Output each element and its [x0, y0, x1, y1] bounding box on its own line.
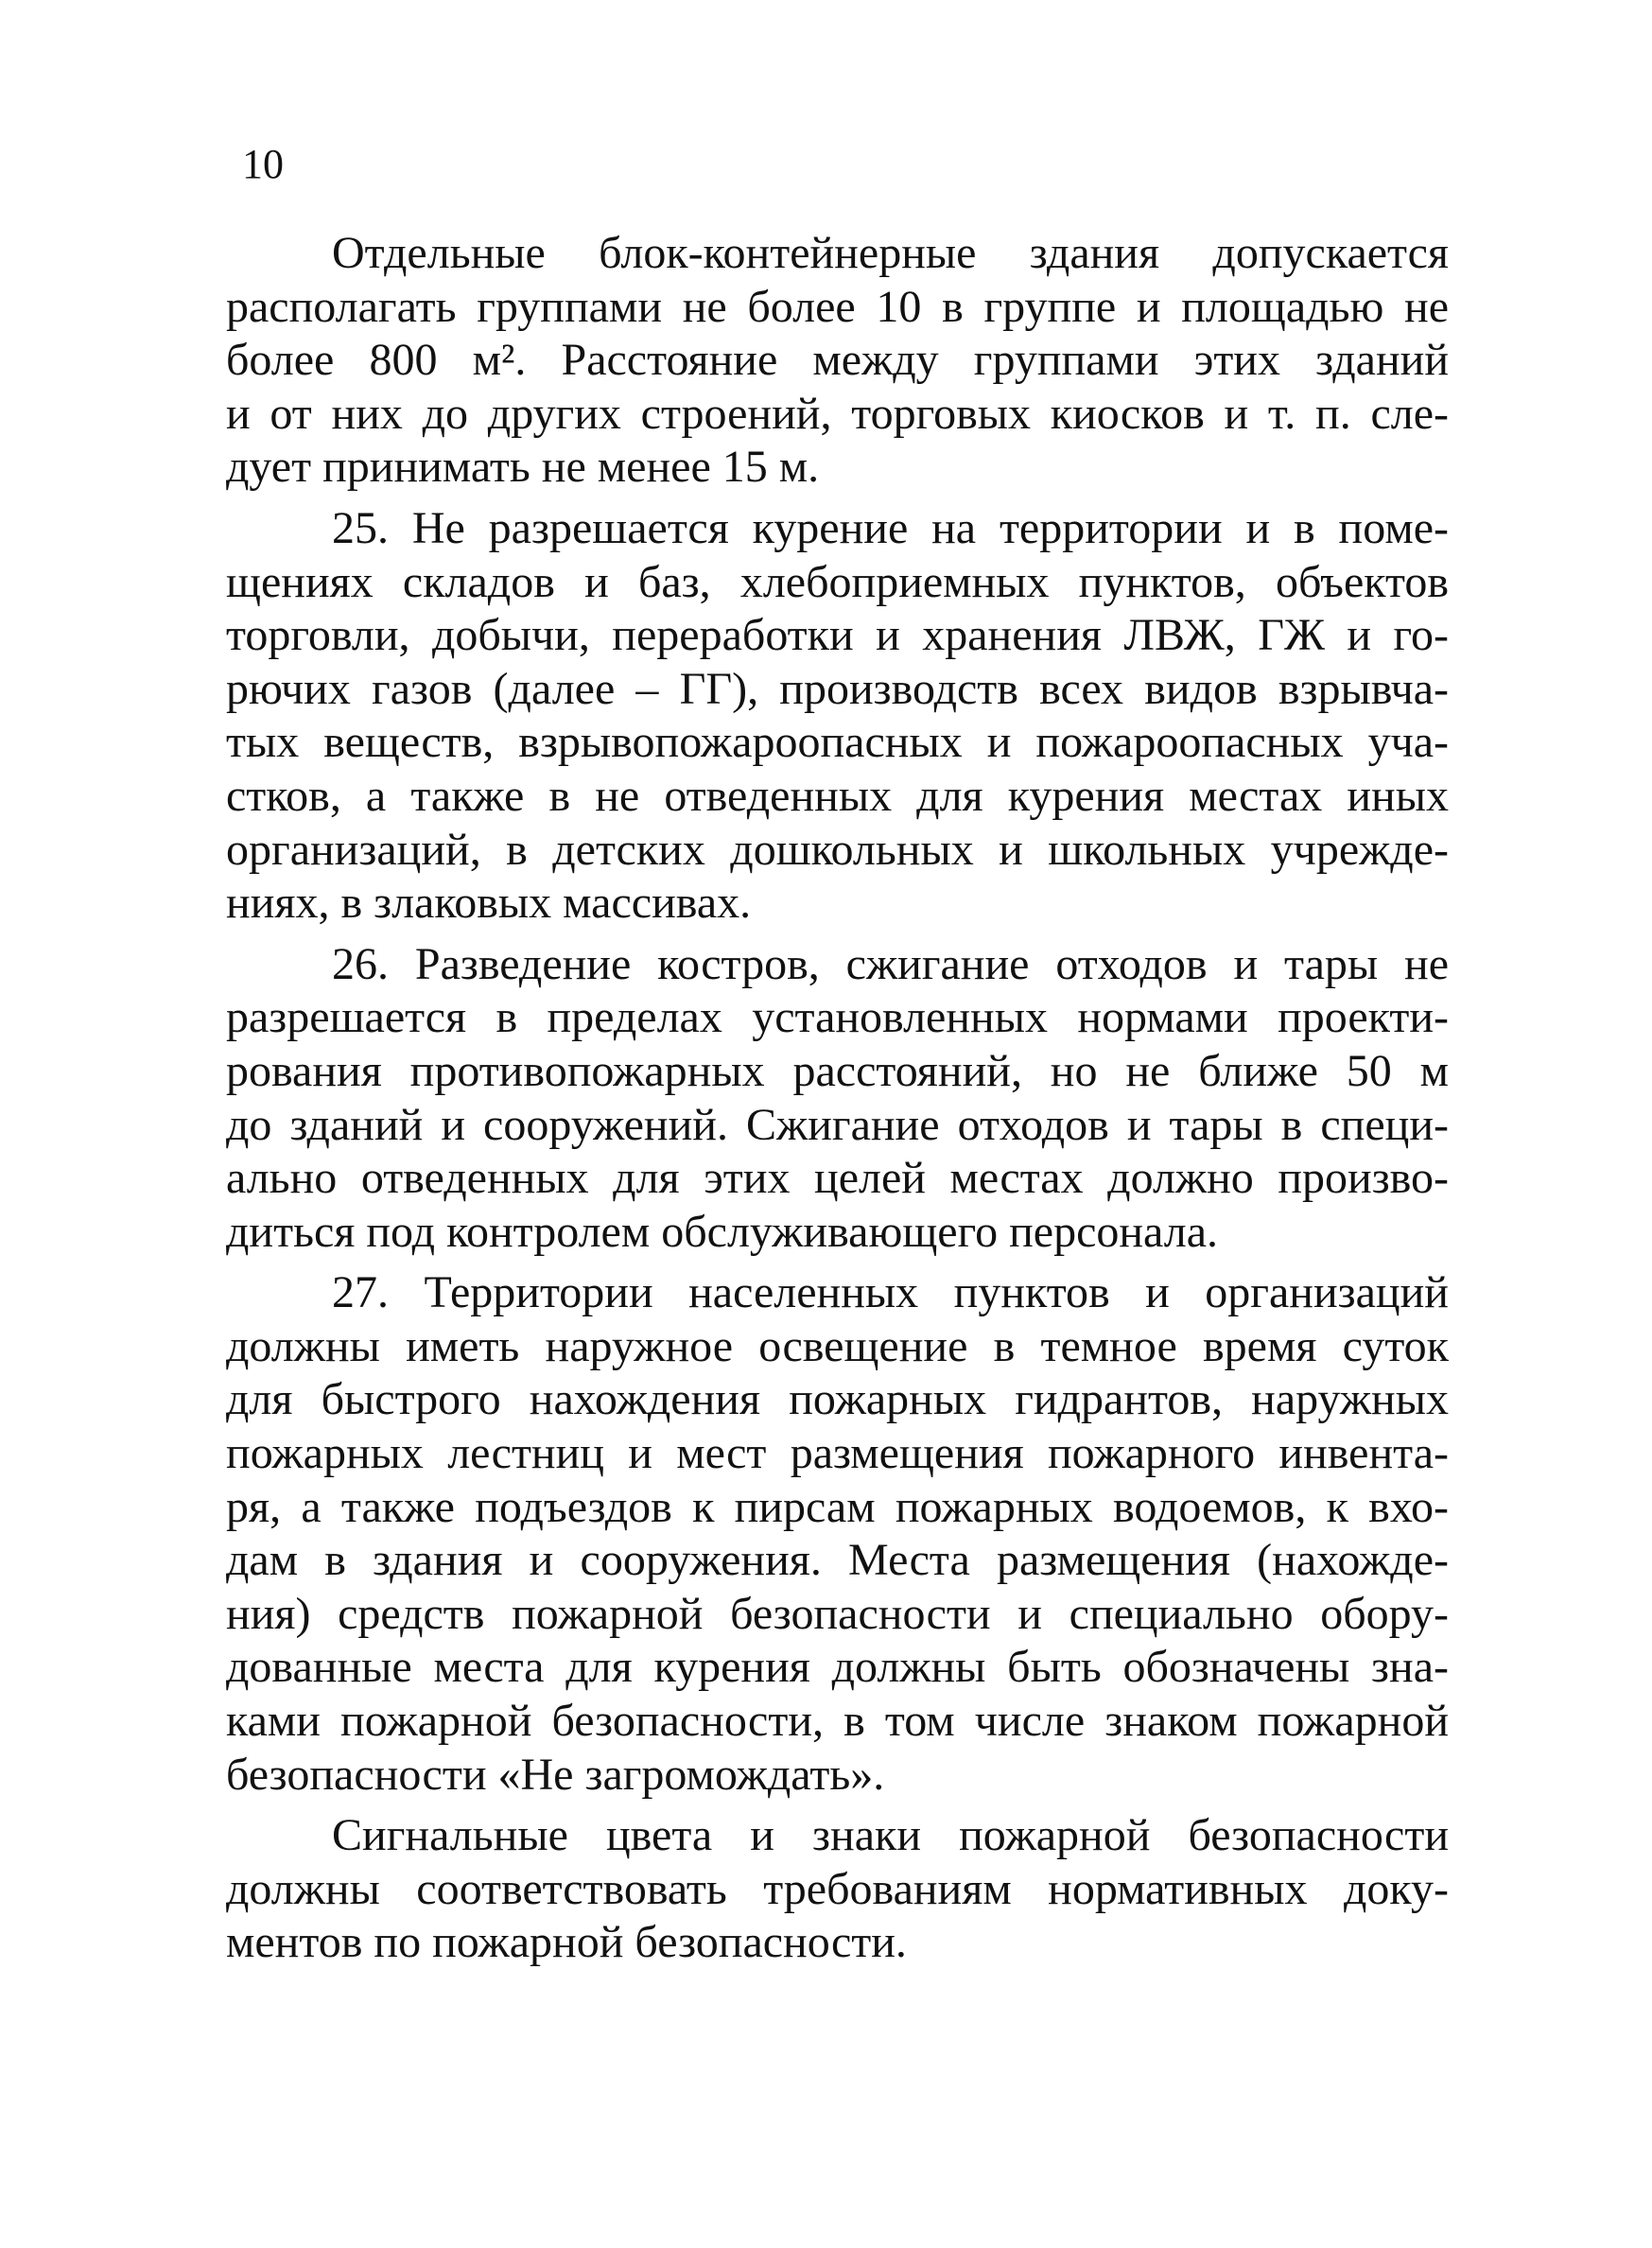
- text-line: дам в здания и сооружения. Места размещения (нахожде-: [226, 1535, 1449, 1586]
- paragraph-intro: [226, 227, 1449, 495]
- text-line: до зданий и сооружений. Сжигание отходов и тары в специ-: [226, 1099, 1449, 1150]
- text-line: 26. Разведение костров, сжигание отходов и тары не: [332, 938, 1449, 989]
- text-line: Отдельные блок-контейнерные здания допускается: [332, 228, 1449, 278]
- text-line: пожарных лестниц и мест размещения пожарного инвента-: [226, 1428, 1449, 1479]
- text-line: располагать группами не более 10 в группе и площадью не: [226, 281, 1449, 332]
- text-line: ния) средств пожарной безопасности и специально обору-: [226, 1588, 1449, 1639]
- text-line: дованные места для курения должны быть обозначены зна-: [226, 1642, 1449, 1693]
- text-line: стков, а также в не отведенных для курения местах иных: [226, 770, 1449, 821]
- text-line: для быстрого нахождения пожарных гидрантов, наружных: [226, 1374, 1449, 1425]
- text-line: организаций, в детских дошкольных и школьных учрежде-: [226, 824, 1449, 875]
- paragraph-25: [226, 502, 1449, 931]
- text-line: щениях складов и баз, хлебоприемных пунктов, объектов: [226, 556, 1449, 607]
- paragraph-26: [226, 938, 1449, 1260]
- text-line: ально отведенных для этих целей местах должно произво-: [226, 1153, 1449, 1204]
- paragraph-signal: [226, 1809, 1449, 1970]
- text-line: 27. Территории населенных пунктов и организаций: [332, 1267, 1449, 1318]
- text-line: 25. Не разрешается курение на территории и в поме-: [332, 502, 1449, 553]
- text-line: рования противопожарных расстояний, но не ближе 50 м: [226, 1045, 1449, 1096]
- text-line: ками пожарной безопасности, в том числе знаком пожарной: [226, 1696, 1449, 1747]
- text-line: более 800 м². Расстояние между группами этих зданий: [226, 335, 1449, 386]
- text-body: [226, 227, 1449, 1978]
- text-line: рючих газов (далее – ГГ), производств всех видов взрывча-: [226, 663, 1449, 714]
- text-line: должны соответствовать требованиям нормативных доку-: [226, 1863, 1449, 1914]
- text-line: ря, а также подъездов к пирсам пожарных водоемов, к вхо-: [226, 1481, 1449, 1532]
- text-line: диться под контролем обслуживающего персонала.: [226, 1206, 1219, 1257]
- text-line: Сигнальные цвета и знаки пожарной безопасности: [332, 1810, 1449, 1861]
- text-line: дует принимать не менее 15 м.: [226, 442, 820, 493]
- page-number: 10: [242, 141, 284, 187]
- text-line: ментов по пожарной безопасности.: [226, 1917, 907, 1968]
- text-line: ниях, в злаковых массивах.: [226, 878, 752, 929]
- paragraph-27: [226, 1266, 1449, 1802]
- text-line: должны иметь наружное освещение в темное время суток: [226, 1320, 1449, 1371]
- text-line: безопасности «Не загромождать».: [226, 1749, 885, 1800]
- text-line: и от них до других строений, торговых киосков и т. п. сле-: [226, 388, 1449, 439]
- text-line: разрешается в пределах установленных нормами проекти-: [226, 992, 1449, 1043]
- text-line: тых веществ, взрывопожароопасных и пожароопасных уча-: [226, 717, 1449, 768]
- text-line: торговли, добычи, переработки и хранения ЛВЖ, ГЖ и го-: [226, 610, 1449, 661]
